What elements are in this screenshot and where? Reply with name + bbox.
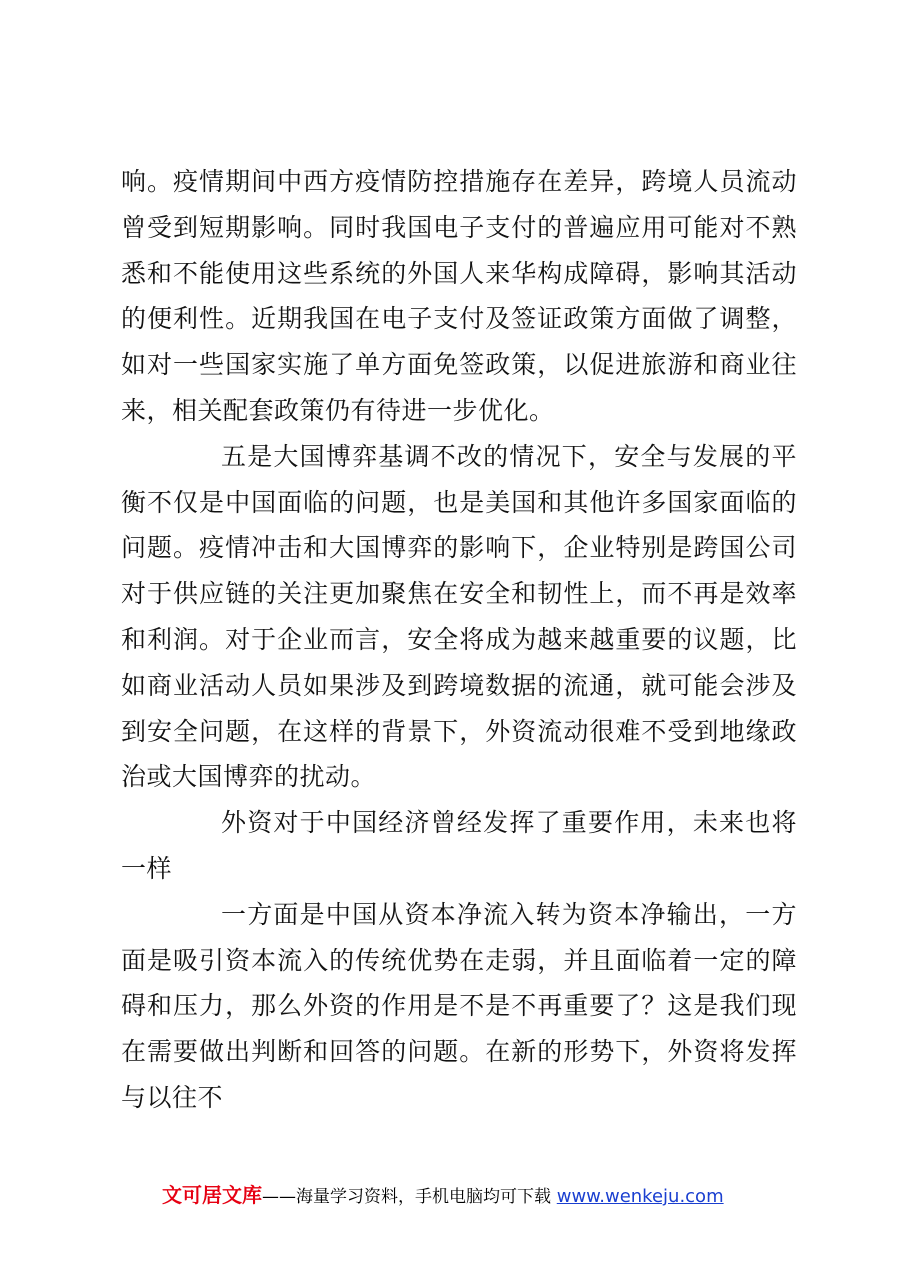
paragraph-1: 响。疫情期间中西方疫情防控措施存在差异，跨境人员流动曾受到短期影响。同时我国电子支付的普遍应用可能对不熟悉和不能使用这些系统的外国人来华构成障碍，影响其活动的便利性。近期我国在电子支付及签证政策方面做了调整，如对一些国家实施了单方面免签政策，以促进旅游和商业往来，相关配套政策仍有待进一步优化。 [121, 167, 797, 425]
footer-tagline: ——海量学习资料，手机电脑均可下载 [262, 1187, 551, 1207]
section-heading: 外资对于中国经济曾经发挥了重要作用，未来也将一样 [121, 808, 797, 883]
footer-link[interactable]: www.wenkeju.com [556, 1186, 724, 1207]
footer-banner [162, 1180, 802, 1212]
footer-brand: 文可居文库 [162, 1183, 262, 1207]
paragraph-2: 五是大国博弈基调不改的情况下，安全与发展的平衡不仅是中国面临的问题，也是美国和其他许多国家面临的问题。疫情冲击和大国博弈的影响下，企业特别是跨国公司对于供应链的关注更加聚焦在安全和韧性上，而不再是效率和利润。对于企业而言，安全将成为越来越重要的议题，比如商业活动人员如果涉及到跨境数据的流通，就可能会涉及到安全问题，在这样的背景下，外资流动很难不受到地缘政治或大国博弈的扰动。 [121, 441, 797, 792]
document-body [121, 159, 797, 1121]
paragraph-3: 一方面是中国从资本净流入转为资本净输出，一方面是吸引资本流入的传统优势在走弱，并且面临着一定的障碍和压力，那么外资的作用是不是不再重要了？这是我们现在需要做出判断和回答的问题。在新的形势下，外资将发挥与以往不 [121, 899, 797, 1112]
